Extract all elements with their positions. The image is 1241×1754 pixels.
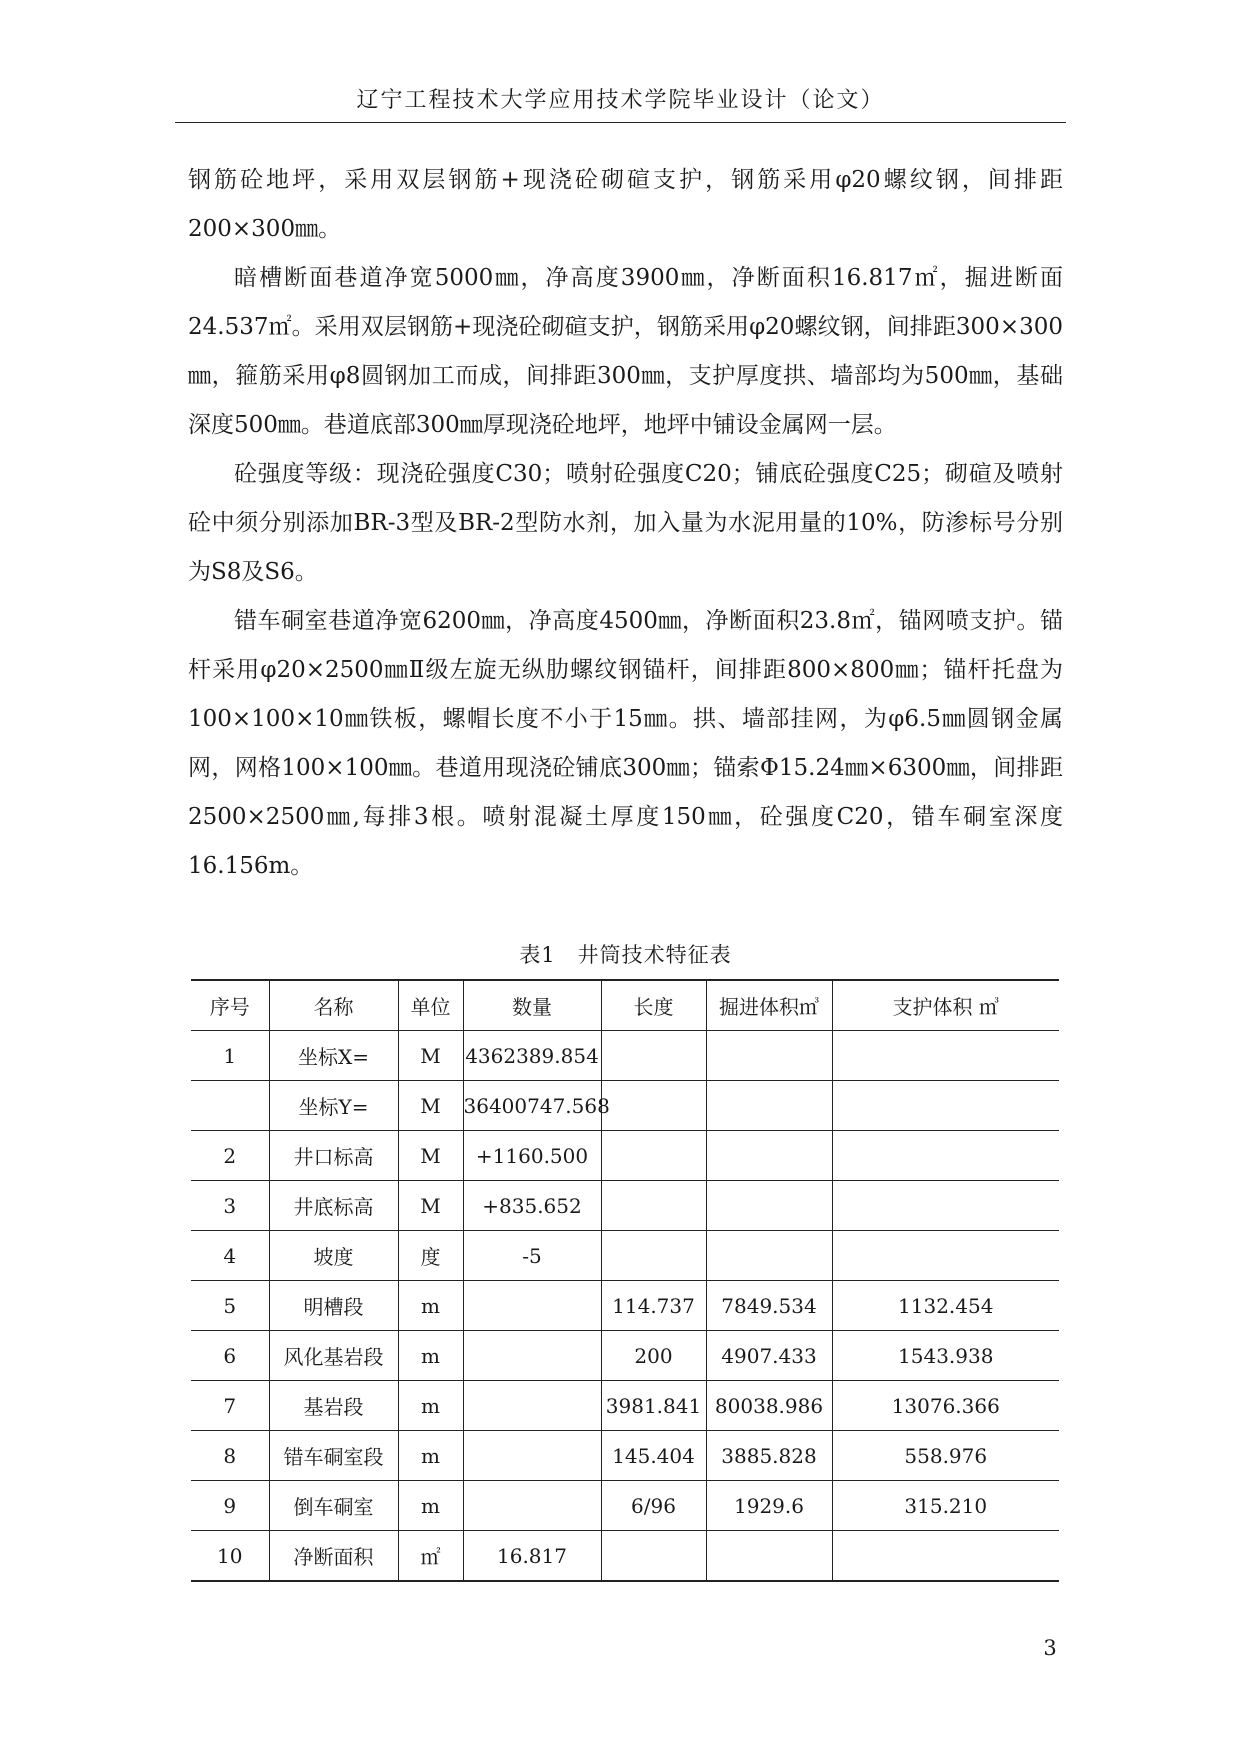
paragraph-1: 钢筋砼地坪，采用双层钢筋+现浇砼砌碹支护，钢筋采用φ20螺纹钢，间排距200×300㎜。	[188, 167, 1063, 242]
table-cell: 7849.534	[706, 1281, 832, 1331]
table-cell	[706, 1131, 832, 1181]
table-cell: 1132.454	[832, 1281, 1059, 1331]
table-cell: 7	[191, 1381, 269, 1431]
table-cell: 净断面积	[269, 1531, 398, 1582]
header-rule	[175, 122, 1066, 123]
table-row	[191, 1031, 1059, 1081]
table-cell	[706, 1231, 832, 1281]
header-cell: 支护体积 ㎥	[832, 980, 1059, 1031]
paragraph-4: 错车硐室巷道净宽6200㎜，净高度4500㎜，净断面积23.8㎡，锚网喷支护。锚杆采用φ20×2500㎜Ⅱ级左旋无纵肋螺纹钢锚杆，间排距800×800㎜；锚杆托盘为100×100×10㎜铁板，螺帽长度不小于15㎜。拱、墙部挂网，为φ6.5㎜圆钢金属网，网格100×100㎜。巷道用现浇砼铺底300㎜；锚索Φ15.24㎜×6300㎜，间排距2500×2500㎜,每排3根。喷射混凝土厚度150㎜，砼强度C20，错车硐室深度16.156m。	[188, 608, 1063, 879]
header-cell: 名称	[269, 980, 398, 1031]
table-cell: 36400747.568	[463, 1081, 601, 1131]
table-cell: 315.210	[832, 1481, 1059, 1531]
table-cell: m	[398, 1281, 463, 1331]
table-cell	[832, 1531, 1059, 1582]
table-cell: 基岩段	[269, 1381, 398, 1431]
table-cell	[832, 1131, 1059, 1181]
table-cell	[832, 1231, 1059, 1281]
table-cell: M	[398, 1031, 463, 1081]
table-cell: 145.404	[601, 1431, 706, 1481]
table-cell: 16.817	[463, 1531, 601, 1582]
table-cell: 8	[191, 1431, 269, 1481]
table-row	[191, 1181, 1059, 1231]
table-cell: 1	[191, 1031, 269, 1081]
table-cell	[191, 1081, 269, 1131]
table-cell: +835.652	[463, 1181, 601, 1231]
table-row	[191, 1381, 1059, 1431]
table-cell: m	[398, 1431, 463, 1481]
table-cell: 1929.6	[706, 1481, 832, 1531]
header-cell: 数量	[463, 980, 601, 1031]
table-cell	[706, 1081, 832, 1131]
table-row	[191, 1131, 1059, 1181]
header-cell: 序号	[191, 980, 269, 1031]
table-cell: M	[398, 1181, 463, 1231]
paragraph-3: 砼强度等级：现浇砼强度C30；喷射砼强度C20；铺底砼强度C25；砌碹及喷射砼中须分别添加BR-3型及BR-2型防水剂，加入量为水泥用量的10%，防渗标号分别为S8及S6。	[188, 461, 1063, 585]
table-cell: 80038.986	[706, 1381, 832, 1431]
page-header: 辽宁工程技术大学应用技术学院毕业设计（论文）	[356, 88, 885, 113]
header-cell: 单位	[398, 980, 463, 1031]
table-cell: 错车硐室段	[269, 1431, 398, 1481]
table-cell: 坐标X=	[269, 1031, 398, 1081]
table-row	[191, 1281, 1059, 1331]
table-row	[191, 1481, 1059, 1531]
table-body	[191, 1031, 1059, 1582]
table-cell: 井口标高	[269, 1131, 398, 1181]
table-cell: 114.737	[601, 1281, 706, 1331]
table-cell: 2	[191, 1131, 269, 1181]
table-cell: 6	[191, 1331, 269, 1381]
table-cell	[463, 1431, 601, 1481]
table-cell	[832, 1081, 1059, 1131]
table-cell: 10	[191, 1531, 269, 1582]
table-cell	[463, 1381, 601, 1431]
table-cell	[706, 1181, 832, 1231]
table-caption: 表1 井筒技术特征表	[519, 943, 732, 967]
table-cell	[601, 1531, 706, 1582]
table-cell: 4362389.854	[463, 1031, 601, 1081]
table-cell	[601, 1031, 706, 1081]
table-cell	[601, 1131, 706, 1181]
table-cell: 4907.433	[706, 1331, 832, 1381]
table-cell: 井底标高	[269, 1181, 398, 1231]
body-text	[188, 156, 1063, 891]
table-cell	[463, 1281, 601, 1331]
table-row	[191, 1081, 1059, 1131]
shaft-tech-table	[191, 979, 1059, 1582]
table-cell: ㎡	[398, 1531, 463, 1582]
table-row	[191, 1431, 1059, 1481]
table-cell: +1160.500	[463, 1131, 601, 1181]
table-cell: m	[398, 1331, 463, 1381]
table-cell	[832, 1031, 1059, 1081]
table-cell: 坐标Y=	[269, 1081, 398, 1131]
header-cell: 长度	[601, 980, 706, 1031]
table-cell: 倒车硐室	[269, 1481, 398, 1531]
table-row	[191, 1331, 1059, 1381]
table-header-row	[191, 980, 1059, 1031]
table-cell: m	[398, 1481, 463, 1531]
table-cell: 9	[191, 1481, 269, 1531]
table-cell: 度	[398, 1231, 463, 1281]
table-cell: 13076.366	[832, 1381, 1059, 1431]
paragraph-2: 暗槽断面巷道净宽5000㎜，净高度3900㎜，净断面积16.817㎡，掘进断面24.537㎡。采用双层钢筋+现浇砼砌碹支护，钢筋采用φ20螺纹钢，间排距300×300㎜，箍筋采用φ8圆钢加工而成，间排距300㎜，支护厚度拱、墙部均为500㎜，基础深度500㎜。巷道底部300㎜厚现浇砼地坪，地坪中铺设金属网一层。	[188, 265, 1063, 438]
table-cell	[463, 1331, 601, 1381]
table-cell: 5	[191, 1281, 269, 1331]
table-cell: M	[398, 1131, 463, 1181]
table-cell: 6/96	[601, 1481, 706, 1531]
table-cell: 3885.828	[706, 1431, 832, 1481]
table-row	[191, 1231, 1059, 1281]
table-cell: 3	[191, 1181, 269, 1231]
table-cell	[706, 1031, 832, 1081]
header-cell: 掘进体积㎥	[706, 980, 832, 1031]
table-cell: M	[398, 1081, 463, 1131]
table-cell: 4	[191, 1231, 269, 1281]
table-cell	[601, 1181, 706, 1231]
table-cell: 558.976	[832, 1431, 1059, 1481]
table-cell	[601, 1231, 706, 1281]
table-cell: 坡度	[269, 1231, 398, 1281]
table-row	[191, 1531, 1059, 1582]
table-cell: -5	[463, 1231, 601, 1281]
table-cell: 风化基岩段	[269, 1331, 398, 1381]
table-cell: m	[398, 1381, 463, 1431]
table-cell: 明槽段	[269, 1281, 398, 1331]
table-cell	[706, 1531, 832, 1582]
table-cell: 1543.938	[832, 1331, 1059, 1381]
table-cell: 200	[601, 1331, 706, 1381]
table-cell: 3981.841	[601, 1381, 706, 1431]
table-cell	[601, 1081, 706, 1131]
table-cell	[463, 1481, 601, 1531]
page-number: 3	[1043, 1636, 1057, 1660]
table-cell	[832, 1181, 1059, 1231]
